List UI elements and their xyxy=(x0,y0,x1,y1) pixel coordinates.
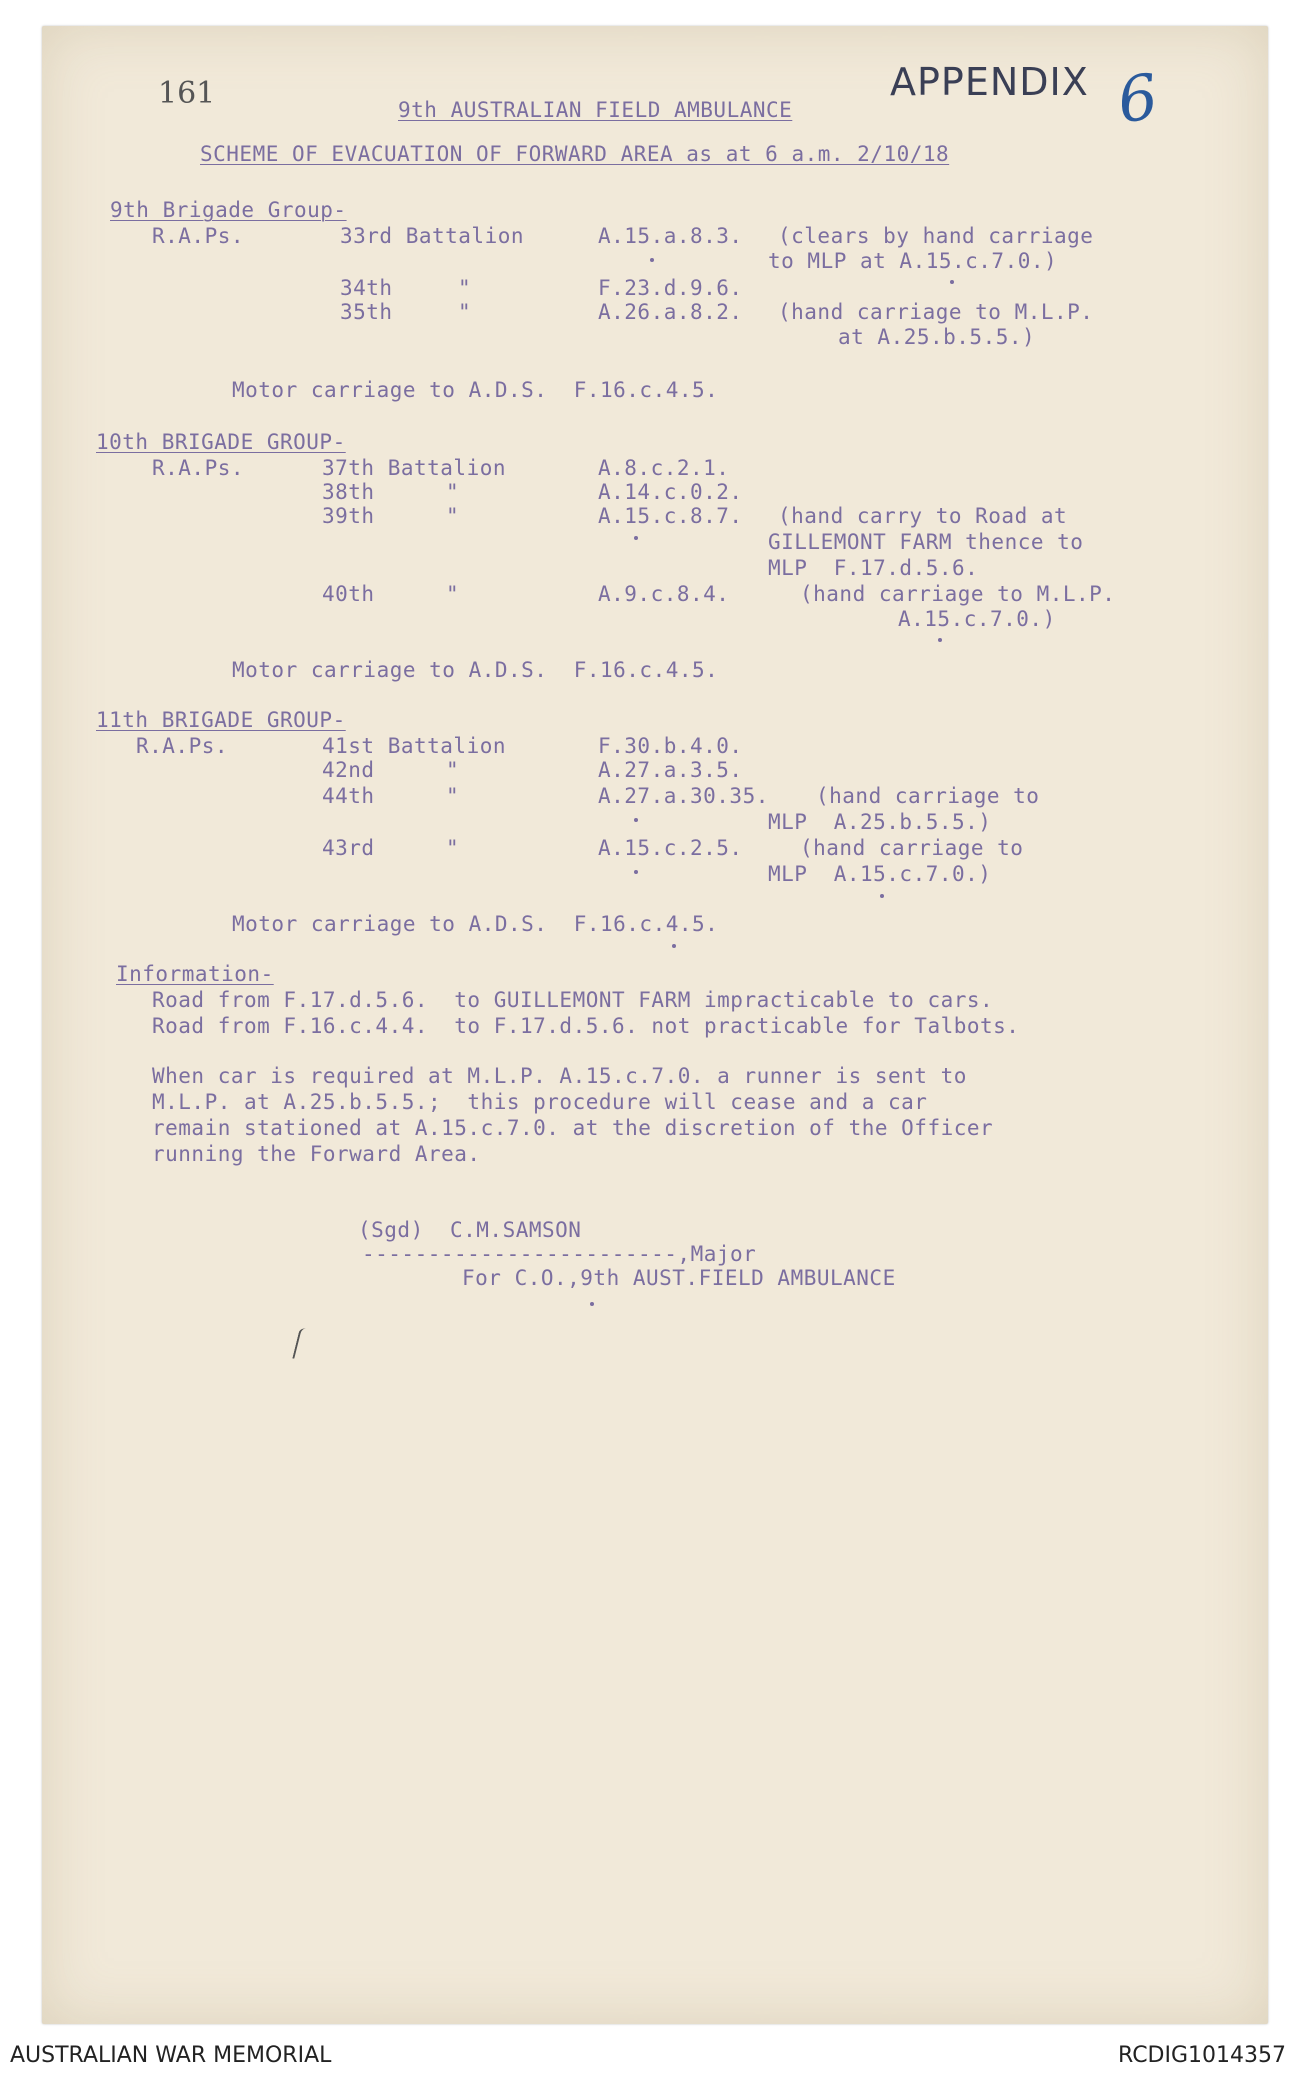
stray-mark xyxy=(634,818,638,822)
group-title-10th: 10th BRIGADE GROUP- xyxy=(96,430,346,454)
group-title-9th: 9th Brigade Group- xyxy=(110,198,347,222)
raps-label: R.A.Ps. xyxy=(152,224,245,248)
unit-cell: 44th xyxy=(322,784,375,808)
folio-number: 161 xyxy=(158,76,216,111)
stray-mark xyxy=(634,870,638,874)
map-ref-cell: A.9.c.8.4. xyxy=(598,582,730,606)
ditto-mark: " xyxy=(446,504,460,528)
stray-mark xyxy=(634,536,638,540)
ditto-mark: " xyxy=(458,276,472,300)
information-line: remain stationed at A.15.c.7.0. at the discretion of the Officer xyxy=(152,1116,994,1140)
unit-cell: 35th xyxy=(340,300,393,324)
route-note: GILLEMONT FARM thence to xyxy=(768,530,1084,554)
unit-cell: 37th Battalion xyxy=(322,456,507,480)
unit-cell: 33rd Battalion xyxy=(340,224,525,248)
map-ref-cell: F.30.b.4.0. xyxy=(598,734,743,758)
information-line: M.L.P. at A.25.b.5.5.; this procedure will cease and a car xyxy=(152,1090,928,1114)
route-note: (hand carriage to M.L.P. xyxy=(778,300,1094,324)
unit-cell: 34th xyxy=(340,276,393,300)
appendix-label: APPENDIX xyxy=(890,60,1089,104)
group-title-11th: 11th BRIGADE GROUP- xyxy=(96,708,346,732)
motor-carriage-line: Motor carriage to A.D.S. F.16.c.4.5. xyxy=(232,658,719,682)
footer-record-id: RCDIG1014357 xyxy=(1118,2043,1287,2068)
appendix-number: 6 xyxy=(1113,59,1163,138)
signature-for-line: For C.O.,9th AUST.FIELD AMBULANCE xyxy=(462,1266,896,1290)
route-note: at A.25.b.5.5.) xyxy=(838,325,1036,349)
unit-cell: 40th xyxy=(322,582,375,606)
route-note: (hand carriage to xyxy=(816,784,1040,808)
unit-cell: 39th xyxy=(322,504,375,528)
ditto-mark: " xyxy=(446,784,460,808)
motor-carriage-line: Motor carriage to A.D.S. F.16.c.4.5. xyxy=(232,378,719,402)
information-line: When car is required at M.L.P. A.15.c.7.0. a runner is sent to xyxy=(152,1064,967,1088)
map-ref-cell: A.15.c.8.7. xyxy=(598,504,743,528)
signature-name: (Sgd) C.M.SAMSON xyxy=(358,1218,582,1242)
information-line: Road from F.17.d.5.6. to GUILLEMONT FARM impracticable to cars. xyxy=(152,988,994,1012)
ditto-mark: " xyxy=(446,758,460,782)
route-note: (clears by hand carriage xyxy=(778,224,1094,248)
route-note: (hand carriage to M.L.P. xyxy=(800,582,1116,606)
route-note: MLP F.17.d.5.6. xyxy=(768,556,979,580)
unit-cell: 41st Battalion xyxy=(322,734,507,758)
information-title: Information- xyxy=(116,962,274,986)
map-ref-cell: A.26.a.8.2. xyxy=(598,300,743,324)
raps-label: R.A.Ps. xyxy=(152,456,245,480)
route-note: (hand carry to Road at xyxy=(778,504,1068,528)
route-note: MLP A.15.c.7.0.) xyxy=(768,862,992,886)
map-ref-cell: F.23.d.9.6. xyxy=(598,276,743,300)
motor-carriage-line: Motor carriage to A.D.S. F.16.c.4.5. xyxy=(232,912,719,936)
ditto-mark: " xyxy=(446,836,460,860)
document-title: SCHEME OF EVACUATION OF FORWARD AREA as at 6 a.m. 2/10/18 xyxy=(200,142,950,166)
map-ref-cell: A.8.c.2.1. xyxy=(598,456,730,480)
stray-mark xyxy=(672,944,676,948)
route-note: A.15.c.7.0.) xyxy=(898,607,1056,631)
unit-cell: 38th xyxy=(322,480,375,504)
stray-mark xyxy=(880,894,884,898)
information-line: running the Forward Area. xyxy=(152,1142,481,1166)
unit-cell: 43rd xyxy=(322,836,375,860)
unit-cell: 42nd xyxy=(322,758,375,782)
route-note: MLP A.25.b.5.5.) xyxy=(768,810,992,834)
stray-mark xyxy=(950,280,954,284)
raps-label: R.A.Ps. xyxy=(136,734,229,758)
map-ref-cell: A.15.a.8.3. xyxy=(598,224,743,248)
stray-mark xyxy=(650,258,654,262)
stray-mark xyxy=(938,638,942,642)
map-ref-cell: A.27.a.3.5. xyxy=(598,758,743,782)
information-line: Road from F.16.c.4.4. to F.17.d.5.6. not practicable for Talbots. xyxy=(152,1014,1020,1038)
map-ref-cell: A.27.a.30.35. xyxy=(598,784,769,808)
route-note: (hand carriage to xyxy=(800,836,1024,860)
ditto-mark: " xyxy=(446,480,460,504)
unit-heading: 9th AUSTRALIAN FIELD AMBULANCE xyxy=(398,98,793,122)
ditto-mark: " xyxy=(458,300,472,324)
ditto-mark: " xyxy=(446,582,460,606)
stray-mark xyxy=(590,1302,594,1306)
map-ref-cell: A.15.c.2.5. xyxy=(598,836,743,860)
map-ref-cell: A.14.c.0.2. xyxy=(598,480,743,504)
footer-source: AUSTRALIAN WAR MEMORIAL xyxy=(10,2043,332,2068)
route-note: to MLP at A.15.c.7.0.) xyxy=(768,249,1058,273)
signature-rank: ------------------------,Major xyxy=(362,1242,757,1266)
